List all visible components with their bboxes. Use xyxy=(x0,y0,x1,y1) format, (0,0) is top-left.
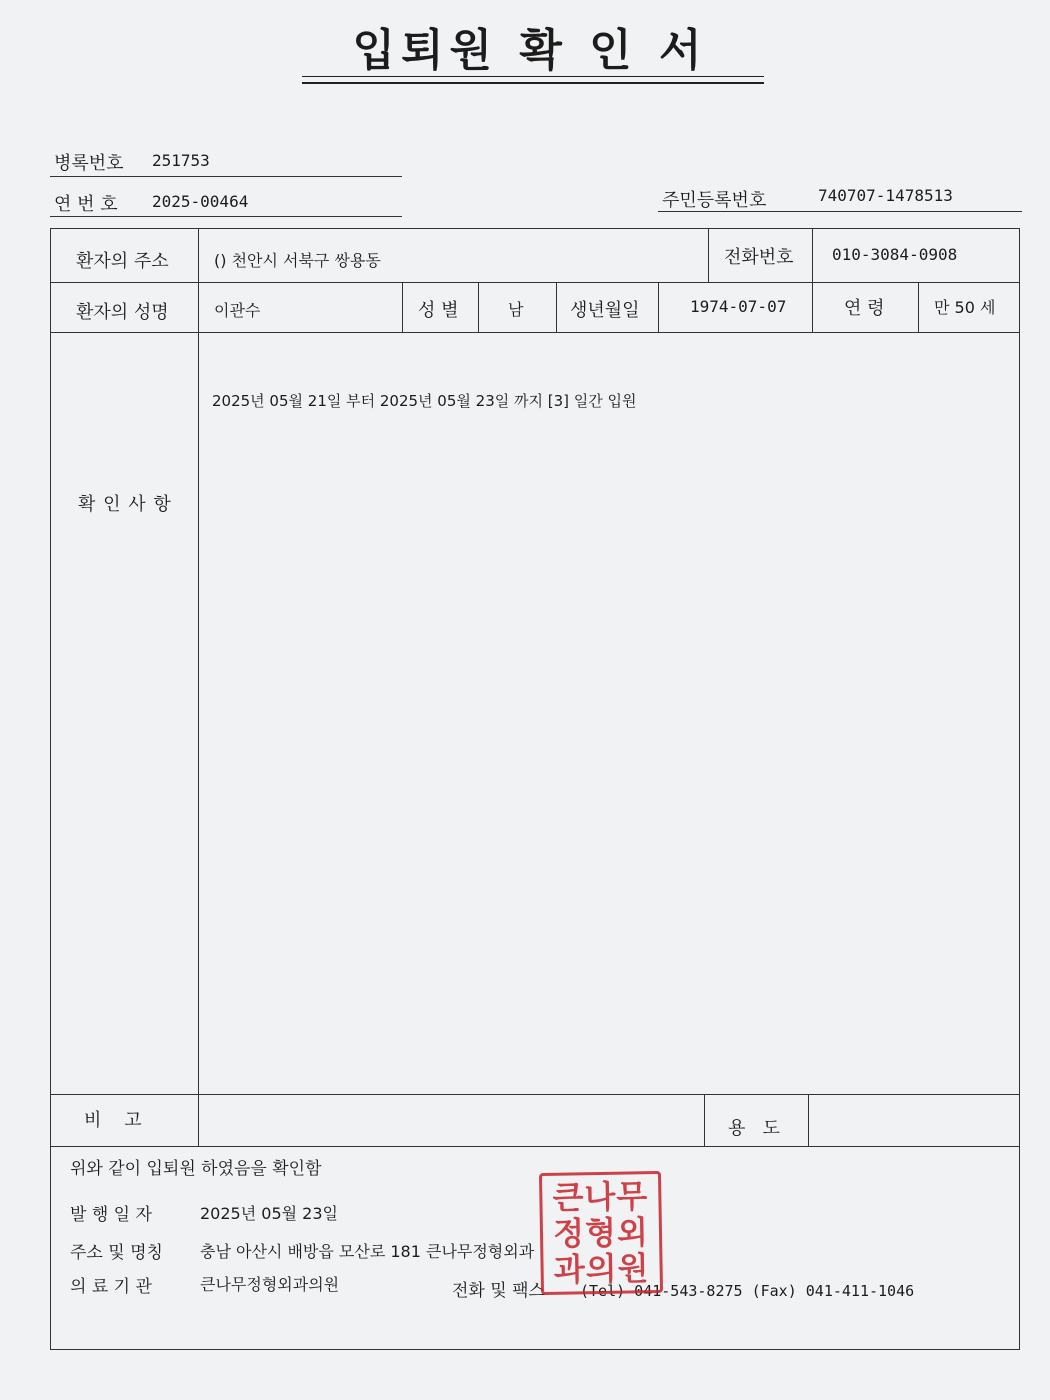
confirmation-statement: 위와 같이 입퇴원 하였음을 확인함 xyxy=(70,1159,322,1179)
row1-divider-a xyxy=(708,228,709,282)
institution-address-value: 충남 아산시 배방읍 모산로 181 큰나무정형외과 xyxy=(200,1242,535,1261)
stamp-line-1: 큰나무 xyxy=(552,1177,649,1217)
remarks-divider-b xyxy=(704,1094,705,1146)
name-value: 이관수 xyxy=(214,301,261,320)
institution-name: 큰나무정형외과의원 xyxy=(200,1275,340,1294)
stamp-line-2: 정형외 xyxy=(552,1213,650,1253)
row2-divider-e xyxy=(812,282,813,332)
sex-value: 남 xyxy=(508,300,524,319)
row2-divider-b xyxy=(478,282,479,332)
chart-number-label: 병록번호 xyxy=(54,153,124,174)
sex-label: 성 별 xyxy=(418,300,459,321)
age-label: 연 령 xyxy=(844,298,885,319)
serial-number-value: 2025-00464 xyxy=(152,192,249,211)
confirmation-label: 확 인 사 항 xyxy=(78,494,172,515)
address-value: () 천안시 서북구 쌍용동 xyxy=(214,251,381,270)
document-title: 입퇴원 확 인 서 xyxy=(352,25,708,76)
remarks-label: 비 고 xyxy=(84,1110,142,1131)
stamp-line-3: 과의원 xyxy=(553,1249,650,1289)
chart-number-underline xyxy=(50,176,402,177)
address-label: 환자의 주소 xyxy=(76,251,169,272)
serial-number-underline xyxy=(50,216,402,217)
row-divider-3 xyxy=(50,1094,1020,1095)
resident-number-underline xyxy=(658,211,1022,212)
dob-value: 1974-07-07 xyxy=(690,297,787,316)
label-column-divider xyxy=(198,228,199,1094)
phone-value: 010-3084-0908 xyxy=(832,245,958,264)
row-divider-2 xyxy=(50,332,1020,333)
age-value: 만 50 세 xyxy=(934,298,996,317)
issue-date-value: 2025년 05월 23일 xyxy=(200,1204,338,1223)
contact-value: (Tel) 041-543-8275 (Fax) 041-411-1046 xyxy=(580,1282,915,1300)
institution-label: 의 료 기 관 xyxy=(70,1277,152,1297)
purpose-label: 용 도 xyxy=(728,1118,780,1139)
chart-number-value: 251753 xyxy=(152,151,210,170)
institution-seal-stamp xyxy=(539,1171,663,1295)
issue-date-label: 발 행 일 자 xyxy=(70,1205,152,1225)
serial-number-label: 연 번 호 xyxy=(54,194,118,215)
institution-address-label: 주소 및 명칭 xyxy=(70,1243,163,1263)
row2-divider-c xyxy=(556,282,557,332)
row1-divider-b xyxy=(812,228,813,282)
phone-label: 전화번호 xyxy=(724,247,794,268)
contact-label: 전화 및 팩스 xyxy=(452,1281,545,1301)
confirmation-text: 2025년 05월 21일 부터 2025년 05월 23일 까지 [3] 일간 입원 xyxy=(212,392,637,410)
name-label: 환자의 성명 xyxy=(76,302,169,323)
row2-divider-a xyxy=(402,282,403,332)
remarks-divider-a xyxy=(198,1094,199,1146)
row-divider-4 xyxy=(50,1146,1020,1147)
dob-label: 생년월일 xyxy=(570,300,640,321)
row2-divider-d xyxy=(658,282,659,332)
title-underline xyxy=(302,76,764,84)
row-divider-1 xyxy=(50,282,1020,283)
resident-number-value: 740707-1478513 xyxy=(818,186,953,205)
remarks-divider-c xyxy=(808,1094,809,1146)
resident-number-label: 주민등록번호 xyxy=(662,190,767,211)
row2-divider-f xyxy=(918,282,919,332)
